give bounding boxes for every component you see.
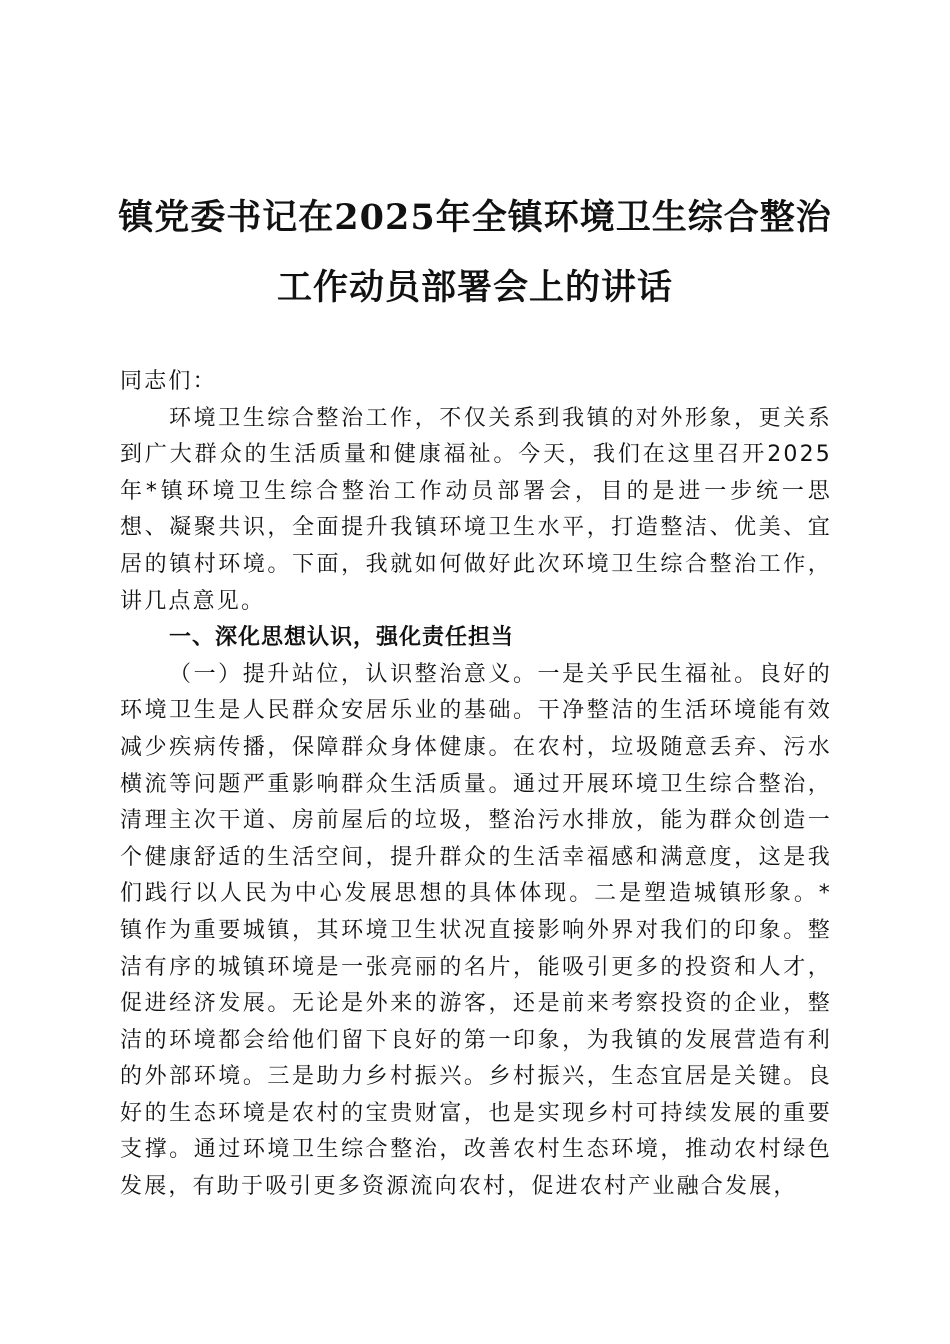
document-title-line1: 镇党委书记在2025年全镇环境卫生综合整治 [118, 197, 832, 238]
section1-paragraph: （一）提升站位，认识整治意义。一是关乎民生福祉。良好的环境卫生是人民群众安居乐业的基础。干净整洁的生活环境能有效减少疾病传播，保障群众身体健康。在农村，垃圾随意丢弃、污水横流等问题严重影响群众生活质量。通过开展环境卫生综合整治，清理主次干道、房前屋后的垃圾，整治污水排放，能为群众创造一个健康舒适的生活空间，提升群众的生活幸福感和满意度，这是我们践行以人民为中心发展思想的具体体现。二是塑造城镇形象。*镇作为重要城镇，其环境卫生状况直接影响外界对我们的印象。整洁有序的城镇环境是一张亮丽的名片，能吸引更多的投资和人才，促进经济发展。无论是外来的游客，还是前来考察投资的企业，整洁的环境都会给他们留下良好的第一印象，为我镇的发展营造有利的外部环境。三是助力乡村振兴。乡村振兴，生态宜居是关键。良好的生态环境是农村的宝贵财富，也是实现乡村可持续发展的重要支撑。通过环境卫生综合整治，改善农村生态环境，推动农村绿色发展，有助于吸引更多资源流向农村，促进农村产业融合发展， [120, 661, 832, 1200]
document-body [120, 364, 832, 1206]
salutation: 同志们： [120, 369, 217, 394]
section-heading-1: 一、深化思想认识，强化责任担当 [169, 625, 515, 651]
document-title-line2: 工作动员部署会上的讲话 [276, 267, 673, 308]
intro-paragraph: 环境卫生综合整治工作，不仅关系到我镇的对外形象，更关系到广大群众的生活质量和健康福祉。今天，我们在这里召开2025年*镇环境卫生综合整治工作动员部署会，目的是进一步统一思想、凝聚共识，全面提升我镇环境卫生水平，打造整洁、优美、宜居的镇村环境。下面，我就如何做好此次环境卫生综合整治工作，讲几点意见。 [120, 405, 832, 614]
